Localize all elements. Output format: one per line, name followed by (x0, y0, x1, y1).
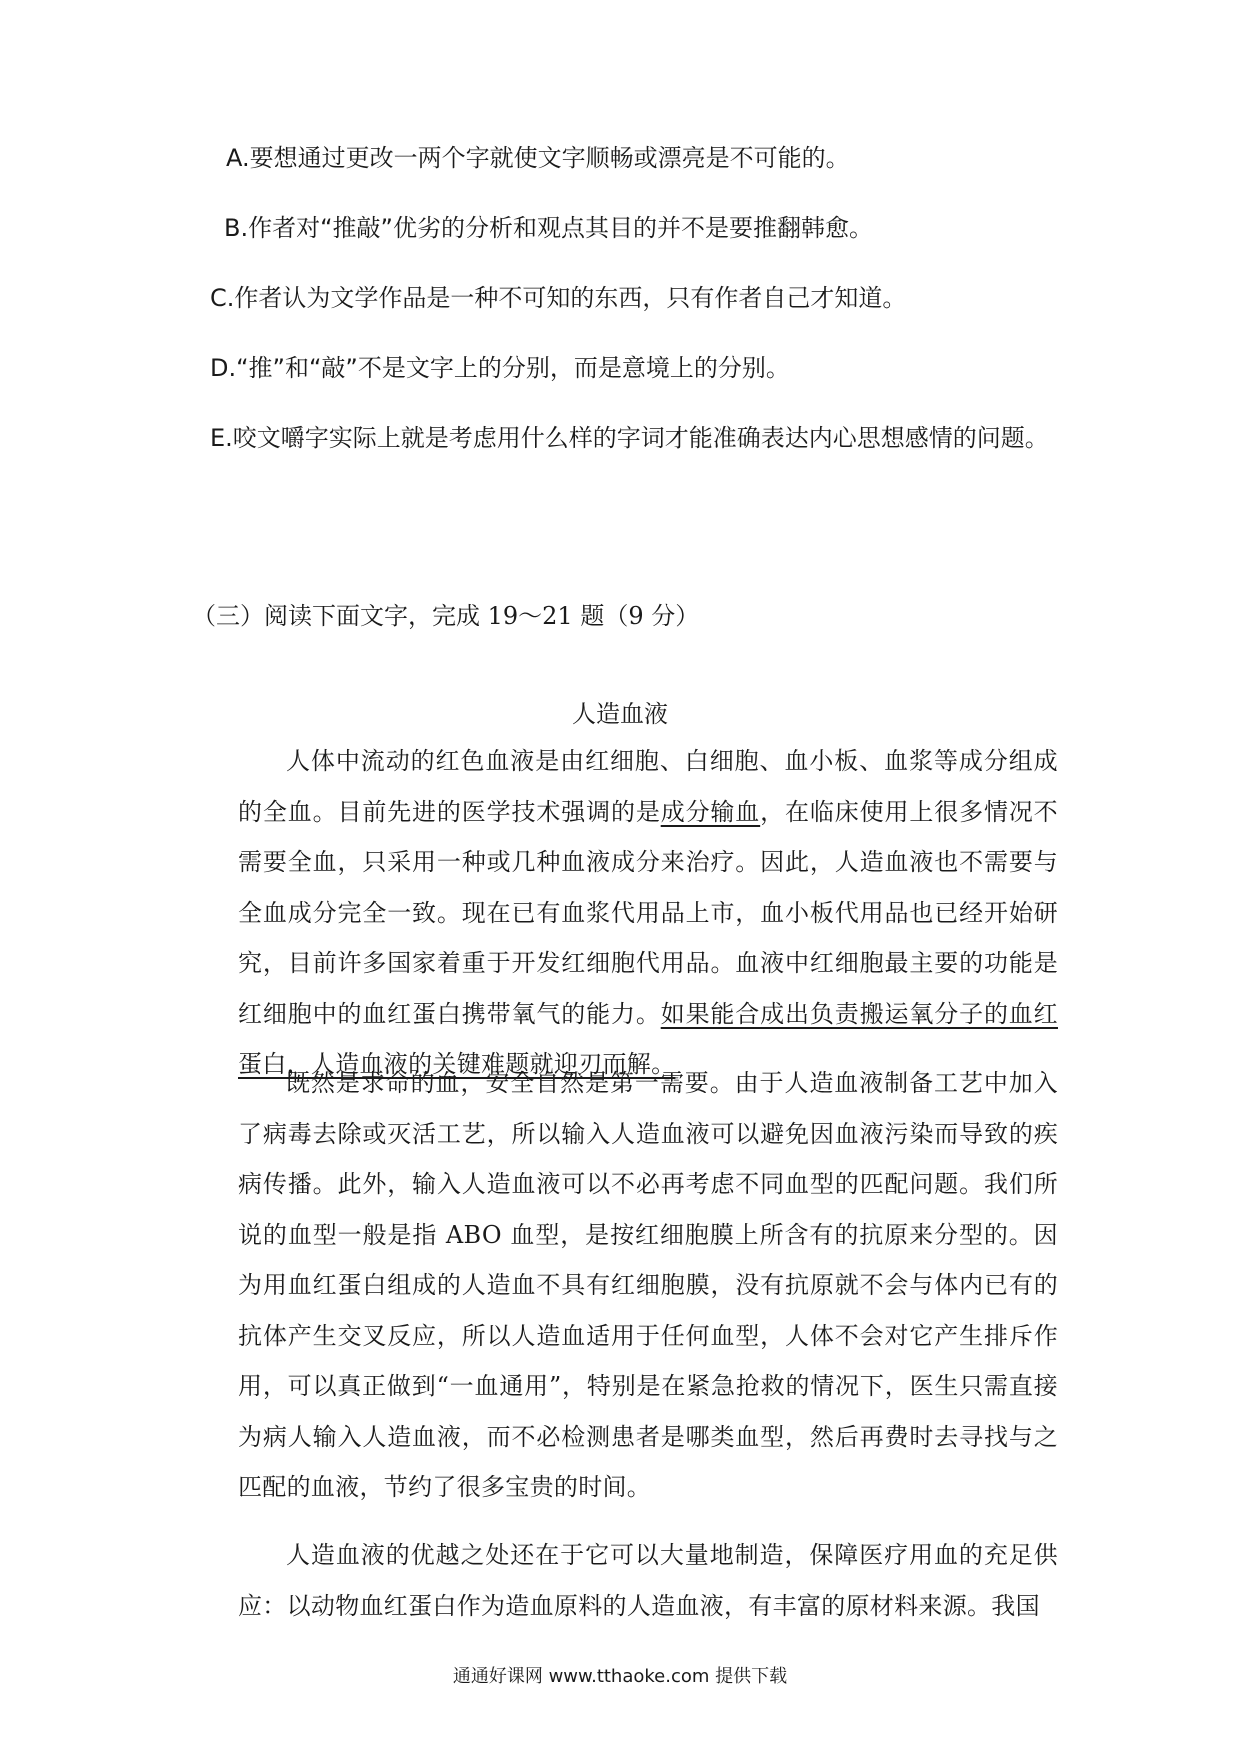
article-paragraph-3: 人造血液的优越之处还在于它可以大量地制造，保障医疗用血的充足供应：以动物血红蛋白作为造血原料的人造血液，有丰富的原材料来源。我国 (238, 1541, 1058, 1620)
underlined-phrase-component-transfusion: 成分输血 (660, 797, 761, 826)
section-heading: （三）阅读下面文字，完成 19～21 题（9 分） (192, 602, 700, 630)
option-b: B.作者对“推敲”优劣的分析和观点其目的并不是要推翻韩愈。 (224, 214, 873, 242)
option-e: E.咬文嚼字实际上就是考虑用什么样的字词才能准确表达内心思想感情的问题。 (210, 424, 1049, 452)
underlined-sentence-hemoglobin: 如果能合成出负责搬运氧分子的血红蛋白，人造血液的关键难题就迎刃而解。 (238, 999, 1058, 1078)
option-d: D.“推”和“敲”不是文字上的分别，而是意境上的分别。 (210, 354, 790, 382)
article-paragraph-1 (238, 736, 1058, 1090)
article-title: 人造血液 (572, 700, 668, 728)
option-a: A.要想通过更改一两个字就使文字顺畅或漂亮是不可能的。 (226, 144, 850, 172)
article-paragraph-2: 既然是求命的血，安全自然是第一需要。由于人造血液制备工艺中加入了病毒去除或灭活工艺，所以输入人造血液可以避免因血液污染而导致的疾病传播。此外，输入人造血液可以不必再考虑不同血型的匹配问题。我们所说的血型一般是指 ABO 血型，是按红细胞膜上所含有的抗原来分型的。因为用血红蛋白组成的人造血不具有红细胞膜，没有抗原就不会与体内已有的抗体产生交叉反应，所以人造血适用于任何血型，人体不会对它产生排斥作用，可以真正做到“一血通用”，特别是在紧急抢救的情况下，医生只需直接为病人输入人造血液，而不必检测患者是哪类血型，然后再费时去寻找与之匹配的血液，节约了很多宝贵的时间。 (238, 1069, 1058, 1501)
option-c: C.作者认为文学作品是一种不可知的东西，只有作者自己才知道。 (210, 284, 907, 312)
paragraph-1-text-a: 人体中流动的红色血液是由红细胞、白细胞、血小板、血浆等成分组成的全血。目前先进的医学技术强调的是 (238, 747, 1058, 826)
page-footer: 通通好课网 www.tthaoke.com 提供下载 (452, 1666, 788, 1687)
paragraph-1-text-b: ，在临床使用上很多情况不需要全血，只采用一种或几种血液成分来治疗。因此，人造血液也不需要与全血成分完全一致。现在已有血浆代用品上市，血小板代用品也已经开始研究，目前许多国家着重于开发红细胞代用品。血液中红细胞最主要的功能是红细胞中的血红蛋白携带氧气的能力。 (238, 797, 1058, 1028)
